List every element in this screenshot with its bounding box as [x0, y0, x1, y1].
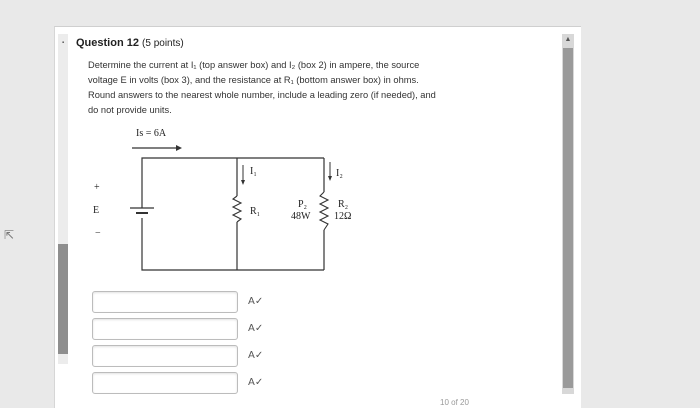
- r1-label: R₁: [250, 206, 261, 217]
- mouse-cursor-icon: ⇱: [4, 228, 15, 242]
- spellcheck-icon[interactable]: A✓: [248, 323, 264, 334]
- question-line: voltage E in volts (box 3), and the resistance at R₁ (bottom answer box) in ohms.: [88, 75, 419, 85]
- r2-value: 12Ω: [334, 211, 352, 222]
- wire-left-bottom: [142, 218, 324, 270]
- p2-value: 48W: [291, 211, 311, 222]
- question-number: Question 12: [76, 37, 139, 49]
- question-line: Round answers to the nearest whole number, include a leading zero (if needed), and: [88, 90, 436, 100]
- plus-sign: +: [94, 182, 100, 193]
- question-marker-icon: ▪: [62, 40, 65, 46]
- i1-label: I₁: [250, 166, 257, 177]
- spellcheck-icon[interactable]: A✓: [248, 296, 264, 307]
- wire-left-top: [142, 158, 324, 208]
- source-label: E: [93, 205, 100, 216]
- answer-input-i1[interactable]: [92, 291, 238, 313]
- resistor-r1: [233, 196, 241, 222]
- i1-arrowhead: [241, 180, 245, 185]
- spellcheck-icon[interactable]: A✓: [248, 350, 264, 361]
- question-points: (5 points): [142, 38, 184, 49]
- answer-input-i2[interactable]: [92, 318, 238, 340]
- spellcheck-icon[interactable]: A✓: [248, 377, 264, 388]
- answer-input-r1[interactable]: [92, 372, 238, 394]
- question-line: Determine the current at I₁ (top answer box) and I₂ (box 2) in ampere, the source: [88, 60, 420, 70]
- page-counter: 10 of 20: [440, 398, 469, 407]
- answer-input-e[interactable]: [92, 345, 238, 367]
- resistor-r2: [320, 192, 328, 230]
- r2-label: R₂: [338, 199, 349, 210]
- source-current-label: Is = 6A: [136, 128, 167, 139]
- question-line: do not provide units.: [88, 105, 172, 115]
- source-current-arrowhead: [176, 145, 182, 151]
- scroll-up-arrow-icon[interactable]: ▲: [564, 36, 572, 43]
- minus-sign: −: [95, 228, 101, 239]
- i2-arrowhead: [328, 176, 332, 181]
- p2-label: P₂: [298, 199, 308, 210]
- i2-label: I₂: [336, 168, 343, 179]
